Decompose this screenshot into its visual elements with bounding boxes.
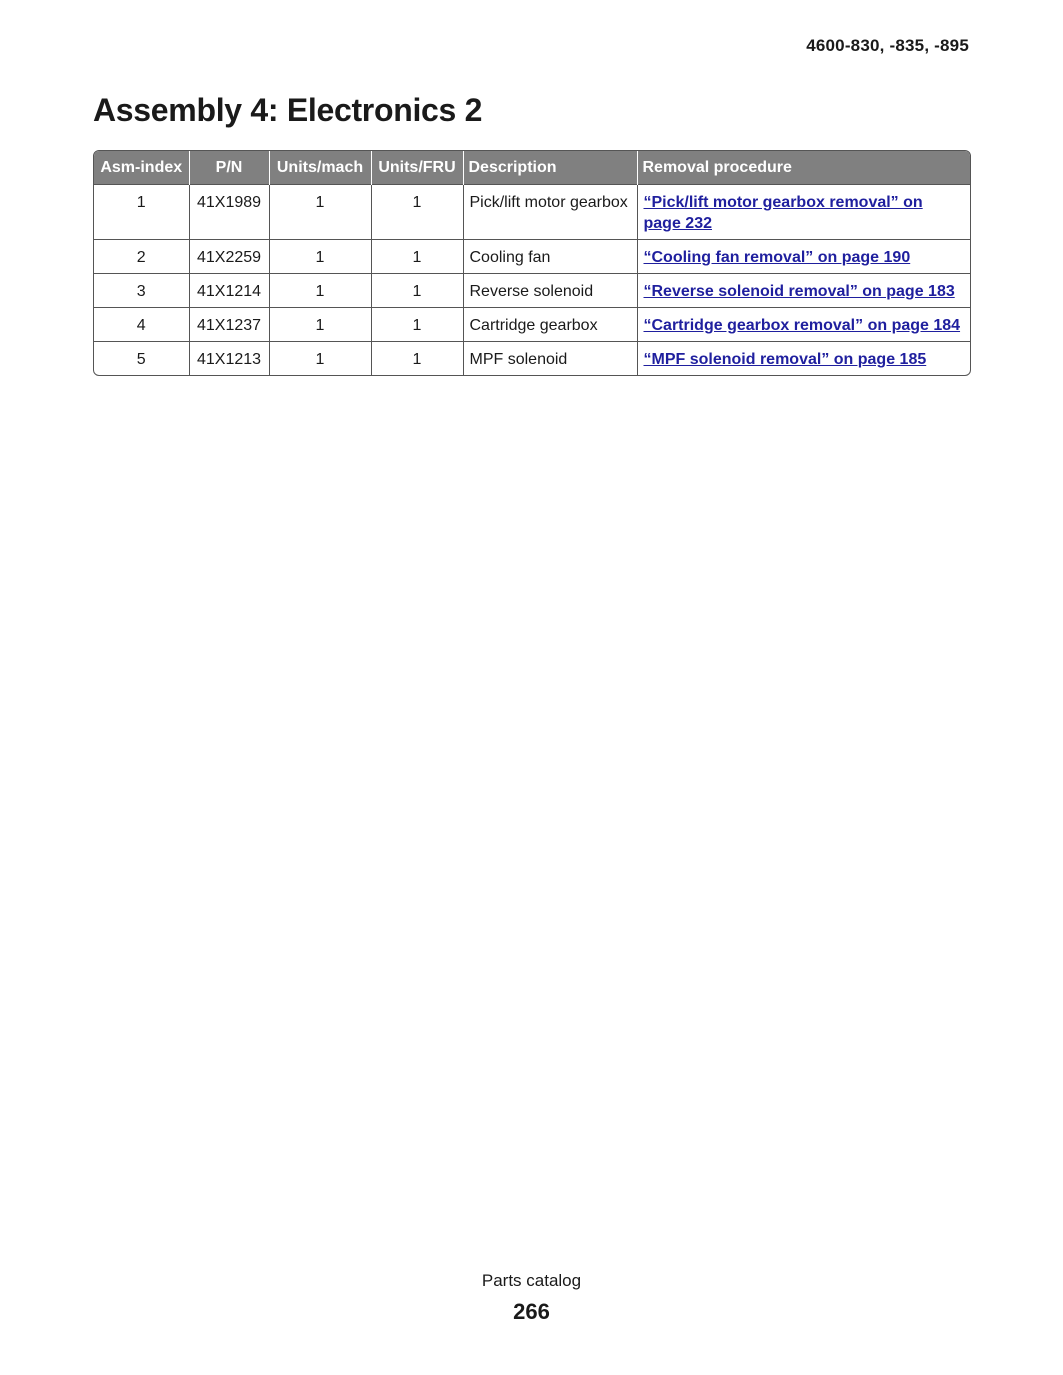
part-number-cell: 41X1989 [189,185,269,240]
removal-procedure-cell [637,240,970,274]
column-header-units-fru: Units/FRU [371,151,463,185]
table-row [94,274,970,308]
column-header-removal-procedure: Removal procedure [637,151,970,185]
units-fru-cell: 1 [371,308,463,342]
units-mach-cell: 1 [269,274,371,308]
asm-index-cell: 3 [94,274,189,308]
removal-procedure-link[interactable]: “Reverse solenoid removal” on page 183 [643,283,955,300]
removal-procedure-link[interactable]: “Cooling fan removal” on page 190 [643,249,911,266]
parts-table [94,151,970,375]
units-fru-cell: 1 [371,274,463,308]
units-fru-cell: 1 [371,342,463,376]
part-number-cell: 41X1237 [189,308,269,342]
part-number-cell: 41X1214 [189,274,269,308]
description-cell: Pick/lift motor gearbox [463,185,637,240]
description-cell: Cooling fan [463,240,637,274]
description-cell: MPF solenoid [463,342,637,376]
description-cell: Reverse solenoid [463,274,637,308]
column-header-description: Description [463,151,637,185]
units-fru-cell: 1 [371,185,463,240]
page-title: Assembly 4: Electronics 2 [93,92,483,128]
units-mach-cell: 1 [269,308,371,342]
removal-procedure-cell [637,185,970,240]
table-row [94,185,970,240]
asm-index-cell: 1 [94,185,189,240]
asm-index-cell: 5 [94,342,189,376]
column-header-part-number: P/N [189,151,269,185]
removal-procedure-cell [637,274,970,308]
table-row [94,308,970,342]
units-mach-cell: 1 [269,240,371,274]
part-number-cell: 41X2259 [189,240,269,274]
table-row [94,342,970,376]
table-header-row [94,151,970,185]
column-header-asm-index: Asm-index [94,151,189,185]
removal-procedure-link[interactable]: “Cartridge gearbox removal” on page 184 [643,317,961,334]
description-cell: Cartridge gearbox [463,308,637,342]
asm-index-cell: 2 [94,240,189,274]
removal-procedure-link[interactable]: “MPF solenoid removal” on page 185 [643,351,927,368]
asm-index-cell: 4 [94,308,189,342]
document-model-header: 4600-830, -835, -895 [806,36,969,55]
footer-section-label: Parts catalog [481,1271,582,1290]
removal-procedure-cell [637,308,970,342]
units-mach-cell: 1 [269,342,371,376]
removal-procedure-link[interactable]: “Pick/lift motor gearbox removal” on page 232 [643,194,923,232]
page-number: 266 [513,1299,550,1324]
table-row [94,240,970,274]
column-header-units-mach: Units/mach [269,151,371,185]
parts-table-container [93,150,971,376]
part-number-cell: 41X1213 [189,342,269,376]
units-mach-cell: 1 [269,185,371,240]
units-fru-cell: 1 [371,240,463,274]
removal-procedure-cell [637,342,970,376]
